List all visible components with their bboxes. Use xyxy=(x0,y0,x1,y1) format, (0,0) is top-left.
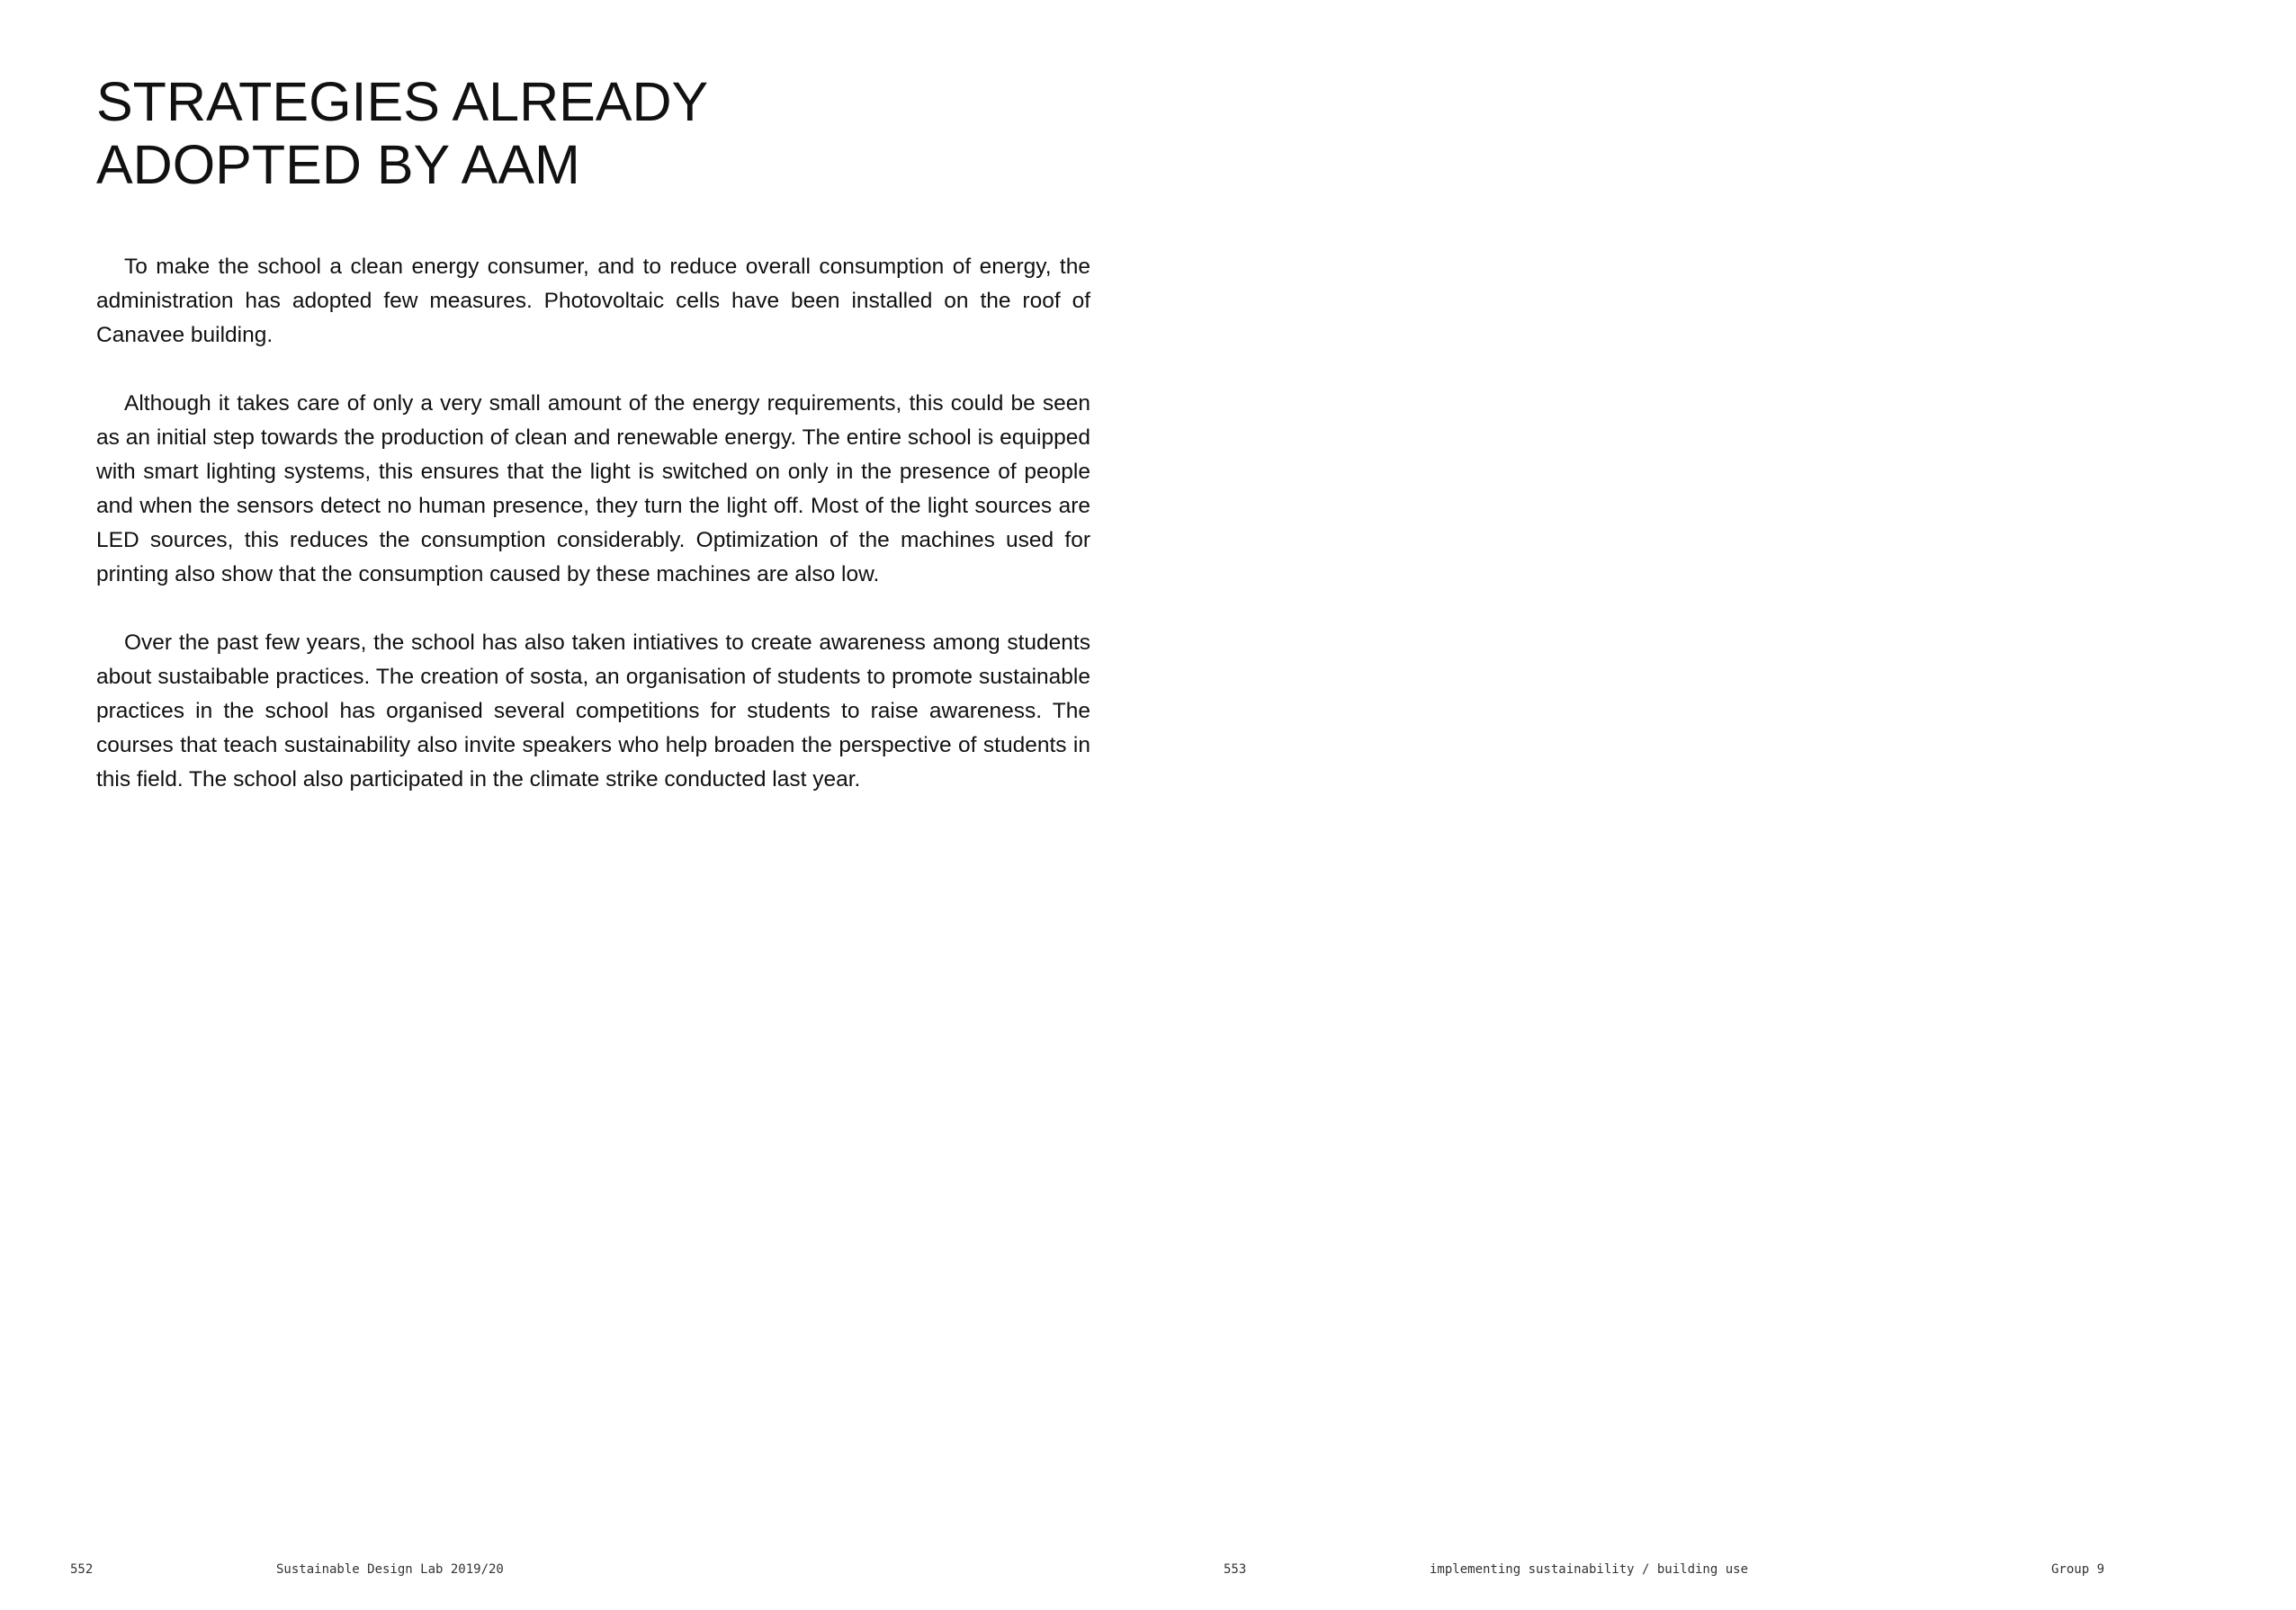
page-title-line-2: ADOPTED BY AAM xyxy=(96,134,580,195)
page-title xyxy=(96,70,708,196)
footer-page-number-right: 553 xyxy=(1224,1562,1247,1577)
right-page xyxy=(1148,0,2296,1610)
footer-group: Group 9 xyxy=(2051,1562,2105,1577)
paragraph-2: Although it takes care of only a very small amount of the energy requirements, this could be seen as an initial step towards the production of clean and renewable energy. The entire school is equipped with smart lighting systems, this ensures that the light is switched on only in the presence of people and when the sensors detect no human presence, they turn the light off. Most of the light sources are LED sources, this reduces the consumption considerably. Optimization of the machines used for printing also show that the consumption caused by these machines are also low. xyxy=(96,391,1090,586)
footer-page-number-left: 552 xyxy=(70,1562,94,1577)
body-text xyxy=(96,250,1090,831)
footer-publication: Sustainable Design Lab 2019/20 xyxy=(276,1562,504,1577)
footer-section: implementing sustainability / building use xyxy=(1430,1562,1749,1577)
page-title-line-1: STRATEGIES ALREADY xyxy=(96,71,709,132)
paragraph-3: Over the past few years, the school has also taken intiatives to create awareness among students about sustaibable practices. The creation of sosta, an organisation of students to promote sustainable practices in the school has organised several competitions for students to raise awareness. The courses that teach sustainability also invite speakers who help broaden the perspective of students in this field. The school also participated in the climate strike conducted last year. xyxy=(96,631,1090,792)
paragraph-1: To make the school a clean energy consumer, and to reduce overall consumption of energy, the administration has adopted few measures. Photovoltaic cells have been installed on the roof of Canavee building. xyxy=(96,255,1090,347)
